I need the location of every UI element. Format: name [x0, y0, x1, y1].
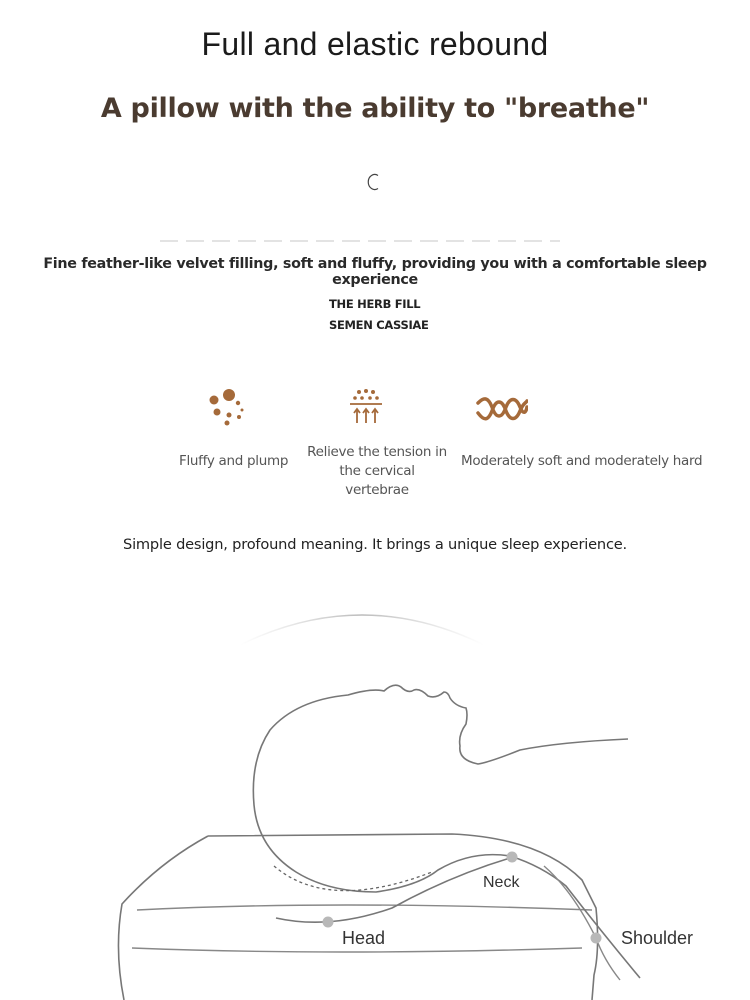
herb-fill-line-2: SEMEN CASSIAE: [329, 318, 429, 332]
filling-description: Fine feather-like velvet filling, soft and fluffy, providing you with a comfortable sleep experience: [43, 256, 707, 288]
wave-spring-icon: [476, 393, 528, 425]
pillow-seam-bottom: [132, 948, 582, 952]
page-title: Full and elastic rebound: [201, 26, 549, 62]
feature-label-relieve: [306, 443, 448, 500]
shoulder-point-marker: [591, 933, 602, 944]
pillow-support-diagram: [0, 590, 750, 1000]
feature-label-firmness: Moderately soft and moderately hard: [461, 453, 703, 469]
neck-point-marker: [507, 852, 518, 863]
shoulder-label: Shoulder: [621, 928, 694, 948]
dots-cluster-icon: [206, 386, 248, 428]
feature-label-fluffy: Fluffy and plump: [179, 453, 289, 469]
loading-spinner-icon: [367, 173, 381, 191]
decorative-arc: [240, 615, 484, 645]
page-subtitle: A pillow with the ability to "breathe": [100, 93, 650, 124]
feature-label-relieve-line-2: the cervical vertebrae: [339, 463, 415, 498]
herb-fill-info: [329, 294, 429, 336]
tagline: Simple design, profound meaning. It brings a unique sleep experience.: [123, 536, 627, 553]
shoulder-line: [544, 866, 620, 980]
neck-support-curve: [276, 858, 510, 922]
arrows-up-icon: [348, 388, 384, 426]
head-label: Head: [342, 928, 386, 948]
pillow-seam-top: [137, 905, 592, 910]
faded-text-line: [160, 240, 560, 242]
head-point-marker: [323, 917, 334, 928]
herb-fill-line-1: THE HERB FILL: [329, 297, 421, 311]
feature-label-relieve-line-1: Relieve the tension in: [307, 444, 447, 460]
head-dashed-contour: [274, 866, 432, 891]
head-silhouette: [253, 685, 640, 978]
neck-label: Neck: [483, 874, 520, 891]
